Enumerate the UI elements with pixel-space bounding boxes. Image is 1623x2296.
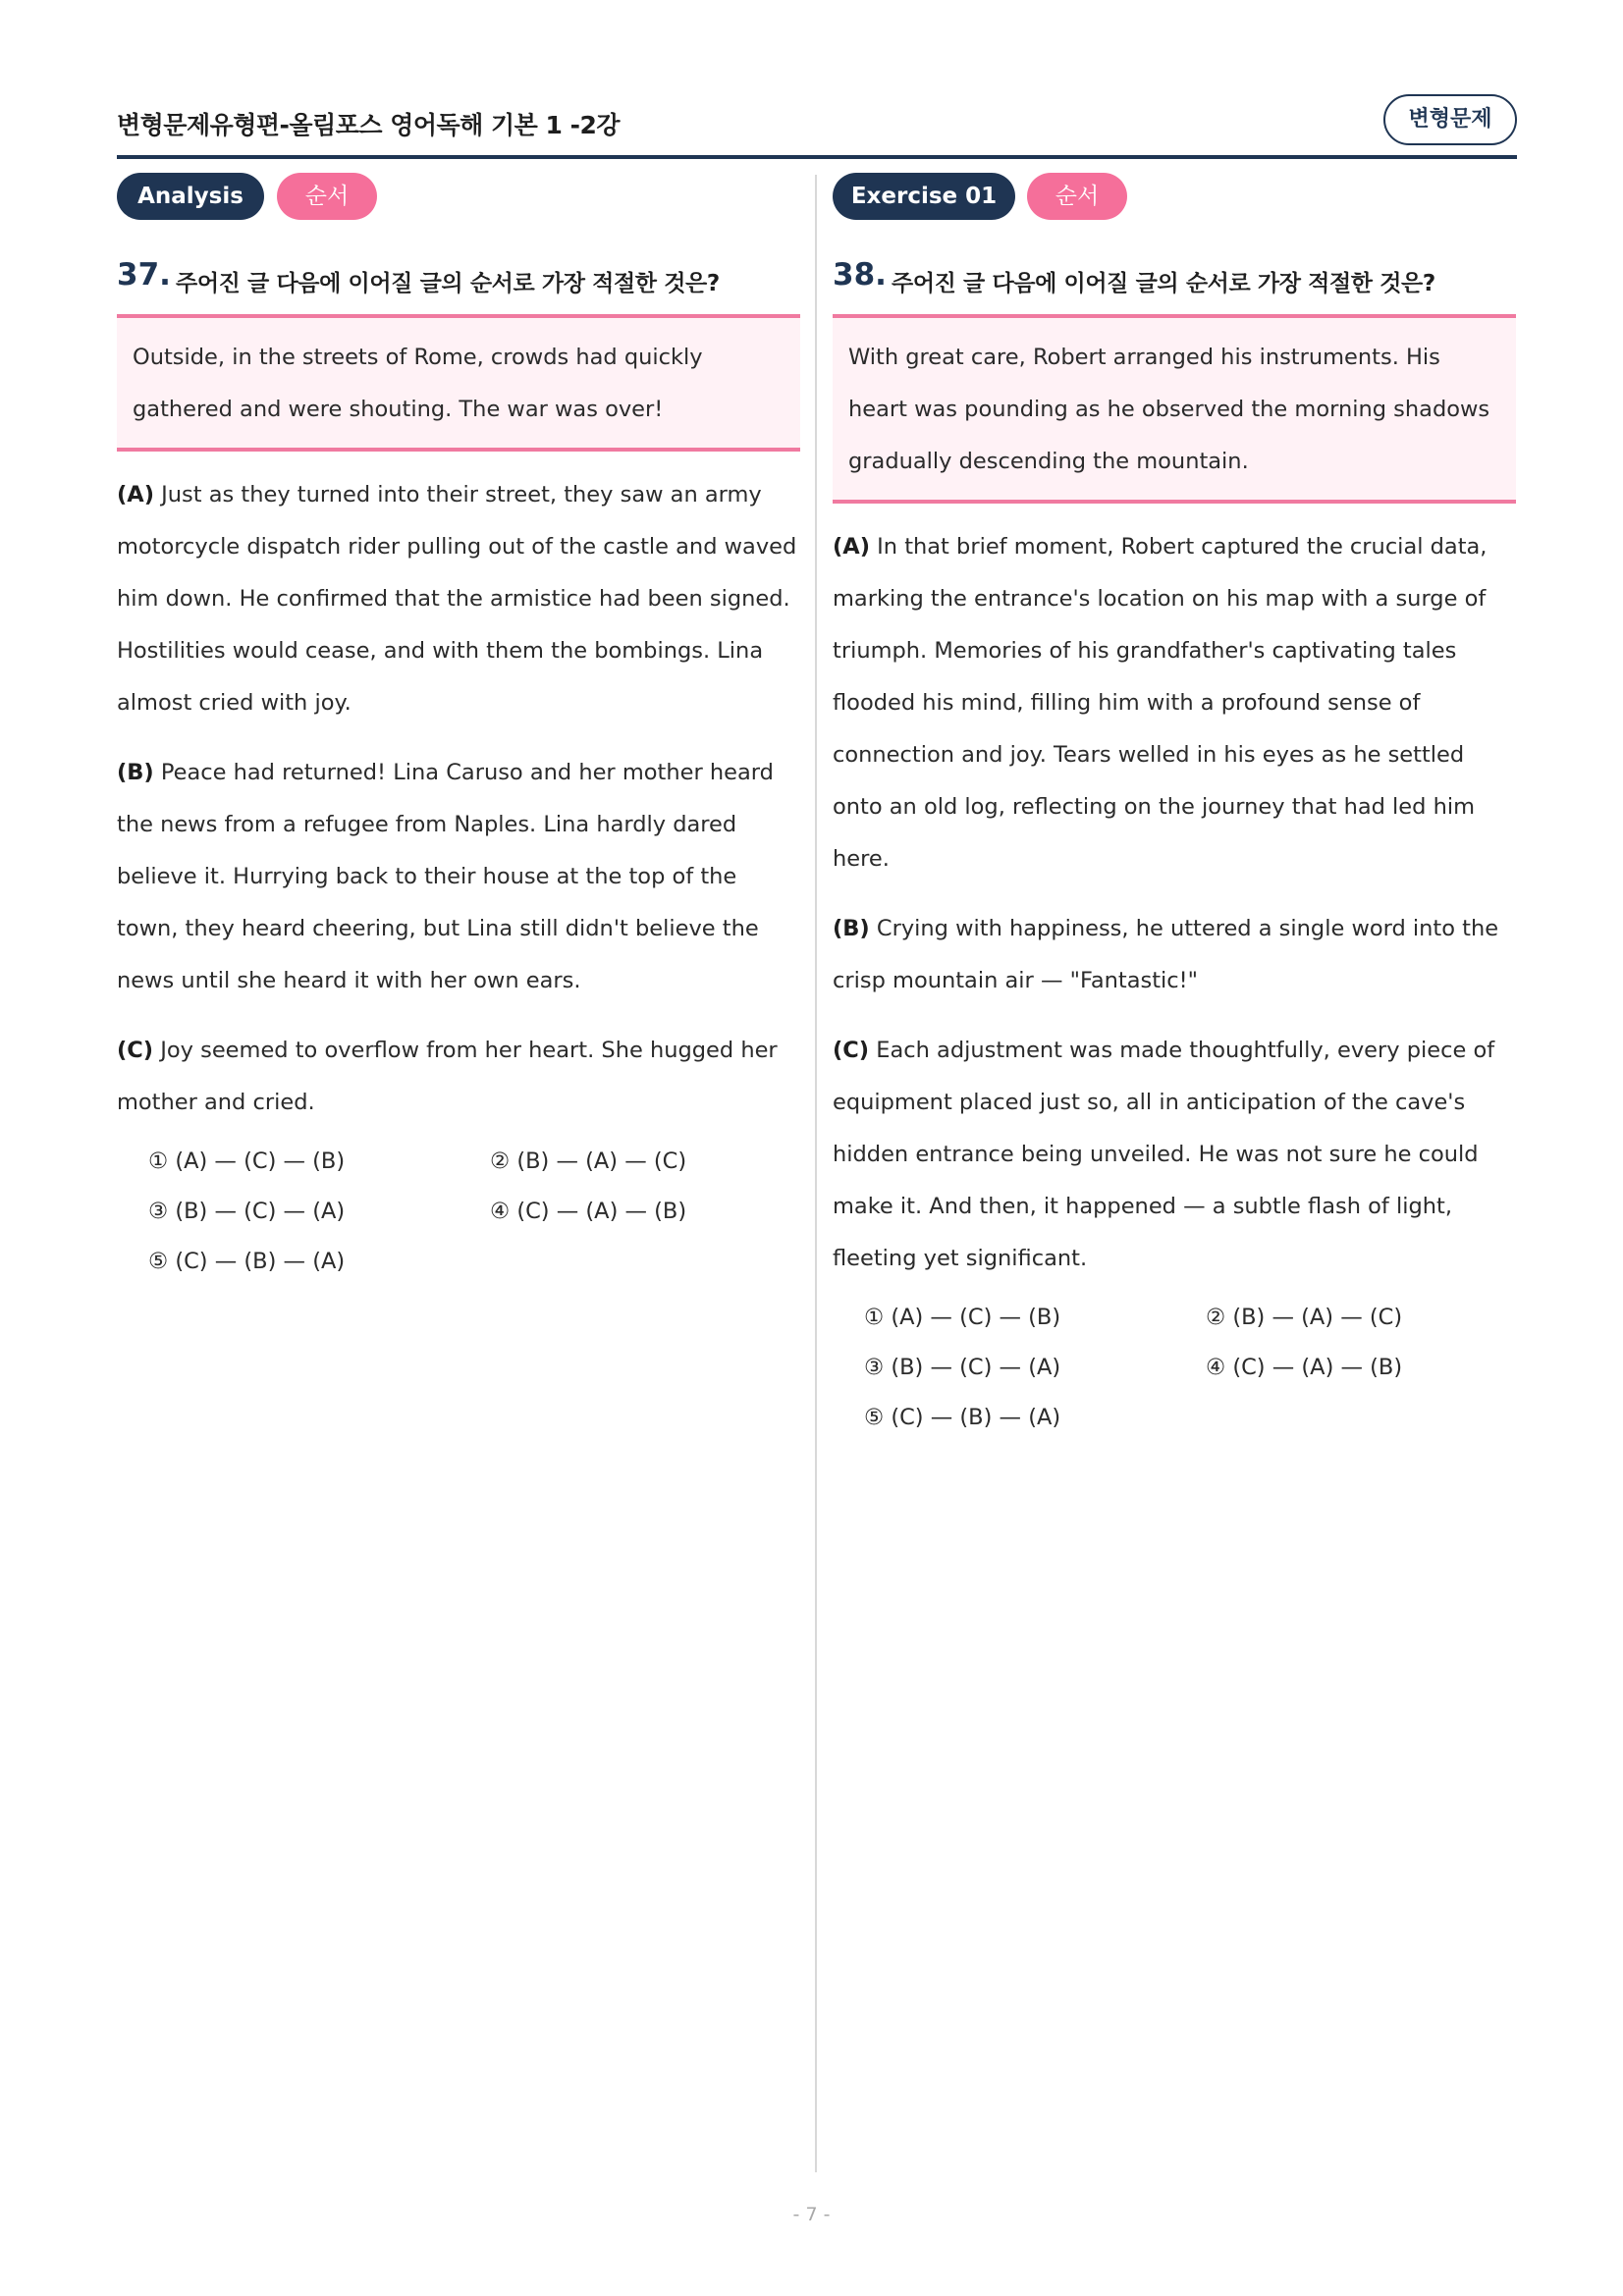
choice-2[interactable]: ② (B) — (A) — (C) (1206, 1305, 1403, 1330)
paragraph-label: (B) (833, 916, 870, 941)
paragraph-c (117, 1025, 800, 1129)
paragraph-label: (A) (833, 534, 870, 560)
answer-choices (833, 1305, 1516, 1455)
choice-1[interactable]: ① (A) — (C) — (B) (148, 1148, 346, 1174)
paragraph-text: In that brief moment, Robert captured the crucial data, marking the entrance's location on his map with a surge of triumph. Memories of his grandfather's captivating tales flooded his mind, filling him with a profound sense of connection and joy. Tears welled in his eyes as he settled onto an old log, reflecting on the journey that had led him here. (833, 534, 1488, 872)
paragraph-text: Joy seemed to overflow from her heart. She hugged her mother and cried. (117, 1038, 778, 1115)
page-title: 변형문제유형편-올림포스 영어독해 기본 1 -2강 (117, 111, 621, 139)
question-text: 주어진 글 다음에 이어질 글의 순서로 가장 적절한 것은? (892, 271, 1435, 296)
question-number: 38. (833, 257, 887, 293)
given-passage: With great care, Robert arranged his instruments. His heart was pounding as he observed the morning shadows gradually descending the mountain. (833, 314, 1516, 504)
tag-order: 순서 (277, 173, 377, 220)
choice-4[interactable]: ④ (C) — (A) — (B) (1206, 1355, 1403, 1380)
paragraph-b (833, 903, 1516, 1007)
paragraph-c (833, 1025, 1516, 1285)
question-text: 주어진 글 다음에 이어질 글의 순서로 가장 적절한 것은? (176, 271, 720, 296)
left-column (117, 173, 800, 1299)
paragraph-label: (B) (117, 760, 154, 785)
paragraph-text: Crying with happiness, he uttered a single word into the crisp mountain air — "Fantastic!" (833, 916, 1499, 993)
paragraph-label: (C) (117, 1038, 154, 1063)
tag-analysis: Analysis (117, 173, 264, 220)
paragraph-a (833, 521, 1516, 885)
tag-row (833, 173, 1516, 222)
question-number: 37. (117, 257, 171, 293)
category-badge: 변형문제 (1383, 94, 1517, 145)
tag-order: 순서 (1027, 173, 1127, 220)
choice-5[interactable]: ⑤ (C) — (B) — (A) (148, 1249, 346, 1274)
page-header (117, 94, 1517, 159)
choice-2[interactable]: ② (B) — (A) — (C) (490, 1148, 687, 1174)
question-title (117, 257, 800, 306)
page-number: - 7 - (792, 2204, 831, 2225)
paragraph-text: Each adjustment was made thoughtfully, every piece of equipment placed just so, all in anticipation of the cave's hidden entrance being unveiled. He was not sure he could make it. And then, it happened — a subtle flash of light, fleeting yet significant. (833, 1038, 1495, 1271)
paragraph-label: (A) (117, 482, 154, 507)
question-title (833, 257, 1516, 306)
tag-row (117, 173, 800, 222)
tag-exercise: Exercise 01 (833, 173, 1015, 220)
paragraph-a (117, 469, 800, 729)
choice-1[interactable]: ① (A) — (C) — (B) (864, 1305, 1061, 1330)
paragraph-text: Just as they turned into their street, they saw an army motorcycle dispatch rider pulling out of the castle and waved him down. He confirmed that the armistice had been signed. Hostilities would cease, and with them the bombings. Lina almost cried with joy. (117, 482, 797, 716)
answer-choices (117, 1148, 800, 1299)
choice-3[interactable]: ③ (B) — (C) — (A) (148, 1199, 346, 1224)
choice-4[interactable]: ④ (C) — (A) — (B) (490, 1199, 687, 1224)
right-column (833, 173, 1516, 1455)
paragraph-b (117, 747, 800, 1007)
column-divider (815, 175, 817, 2172)
paragraph-label: (C) (833, 1038, 870, 1063)
choice-3[interactable]: ③ (B) — (C) — (A) (864, 1355, 1061, 1380)
choice-5[interactable]: ⑤ (C) — (B) — (A) (864, 1405, 1061, 1430)
given-passage: Outside, in the streets of Rome, crowds had quickly gathered and were shouting. The war was over! (117, 314, 800, 452)
header-rule (117, 155, 1517, 159)
paragraph-text: Peace had returned! Lina Caruso and her mother heard the news from a refugee from Naples. Lina hardly dared believe it. Hurrying back to their house at the top of the town, they heard cheering, but Lina still didn't believe the news until she heard it with her own ears. (117, 760, 774, 993)
